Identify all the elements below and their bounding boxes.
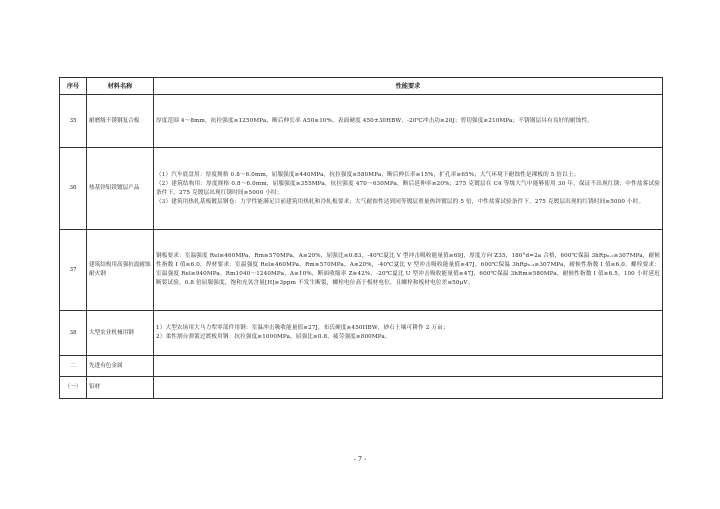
row-performance: [154, 148, 663, 230]
performance-requirements-table: [59, 77, 663, 399]
row-performance: [154, 230, 663, 311]
subsection-no: （一）: [60, 377, 87, 399]
table-row-section: [60, 356, 663, 377]
row-material-name: 建筑结构用高强抗震耐蚀耐火钢: [87, 230, 154, 311]
row-material-name: 大型农业机械用钢: [87, 311, 154, 356]
table-row: [60, 95, 663, 148]
table-row: [60, 148, 663, 230]
row-no: 38: [60, 311, 87, 356]
performance-line: 钢板要求：室温强度 Rel≥460MPa，Rm≥570MPa，A≥20%，屈强比≤0.83，-40℃夏比 V 型冲击吸收能量值≥69J，厚度方向 Z35，180°d=2a 合格，600℃保温 3hRp₀.₂≥307MPa，耐候性指数 I 值≥6.0。焊材要求：室温强度 Rel≥460MPa，Rm≥570MPa，A≥20%，-40℃夏比 V 型冲击吸收能量值≥47J，600℃保温 3hRp₀.₂≥307MPa，耐候性指数 I 值≥6.0。螺栓要求：室温强度 Rel≥940MPa，Rm1040～1240MPa，A≥10%，断面收缩率 Z≥42%，-20℃夏比 U 型冲击吸收能量值≥47J，600℃保温 3hRm≥580MPa，耐候性指数 I 值≥6.5，100 小时延迟断裂试验，0.8 倍屈服强度，饱和充氢含量[H]≥3ppm 不发生断裂，螺栓电位高于板材电位，且螺栓和板材电位差≤50μV。: [156, 253, 660, 286]
row-no: 35: [60, 95, 87, 148]
page-number: - 7 -: [353, 455, 367, 463]
header-material-name: 材料名称: [87, 78, 154, 95]
performance-line: （1）汽车底盘用：厚度规格 0.8～6.0mm，屈服强度≥440MPa，抗拉强度≥580MPa，断后伸长率≥15%，扩孔率≥65%；大气环境下耐蚀性是裸板的 5 倍以上；: [156, 171, 580, 178]
header-performance: 性能要求: [154, 78, 663, 95]
row-no: 36: [60, 148, 87, 230]
performance-line: （2）建筑结构用：厚度规格 0.8～6.0mm，屈服强度≥355MPa，抗拉强度 470～630MPa，断后延伸率≥20%；275 克镀层在 C4 等级大气中能够使用 30 年，保证不出现红锈；中性盐雾试验条件下，275 克镀层出现红锈时间≥5000 小时；: [156, 180, 660, 196]
table-header-row: [60, 78, 663, 95]
header-no: 序号: [60, 78, 87, 95]
performance-line: 厚度范围 4～8mm，抗拉强度≥1250MPa，断后伸长率 A50≥10%，表面硬度 450±30HBW，-20℃冲击功≥20J；剪切强度≥210MPa；不锈钢层具有良好的耐蚀性。: [156, 117, 593, 124]
performance-line: 1）大型农场用大马力犁零部件用钢：室温冲击吸收能量值≥27J，布氏硬度≥450HBW，砂石土壤可耕作 2 万亩；: [156, 325, 449, 331]
subsection-title: 铝材: [87, 377, 154, 399]
row-material-name: 耐磨级不锈钢复合板: [87, 95, 154, 148]
section-no: 二: [60, 356, 87, 377]
table-row: [60, 230, 663, 311]
table-row: [60, 311, 663, 356]
row-performance-empty: [154, 377, 663, 399]
row-performance: [154, 95, 663, 148]
row-performance: [154, 311, 663, 356]
row-no: 37: [60, 230, 87, 311]
table-row-subsection: [60, 377, 663, 399]
section-title: 先进有色金属: [87, 356, 154, 377]
performance-line: （3）建筑用热轧基板镀层钢卷：力学性能满足目前建筑用热轧和冷轧板要求；大气耐蚀性达到同等镀层重量热锌镀层的 5 倍，中性盐雾试验条件下，275 克镀层出现的红锈时间≥5000 小时。: [156, 198, 645, 205]
row-performance-empty: [154, 356, 663, 377]
performance-line: 2）柔性割台弹簧过渡板用钢：抗拉强度≥1000MPa，屈强比≥0.8，疲劳强度≥800MPa。: [156, 334, 391, 340]
row-material-name: 热基锌铝镁镀层产品: [87, 148, 154, 230]
